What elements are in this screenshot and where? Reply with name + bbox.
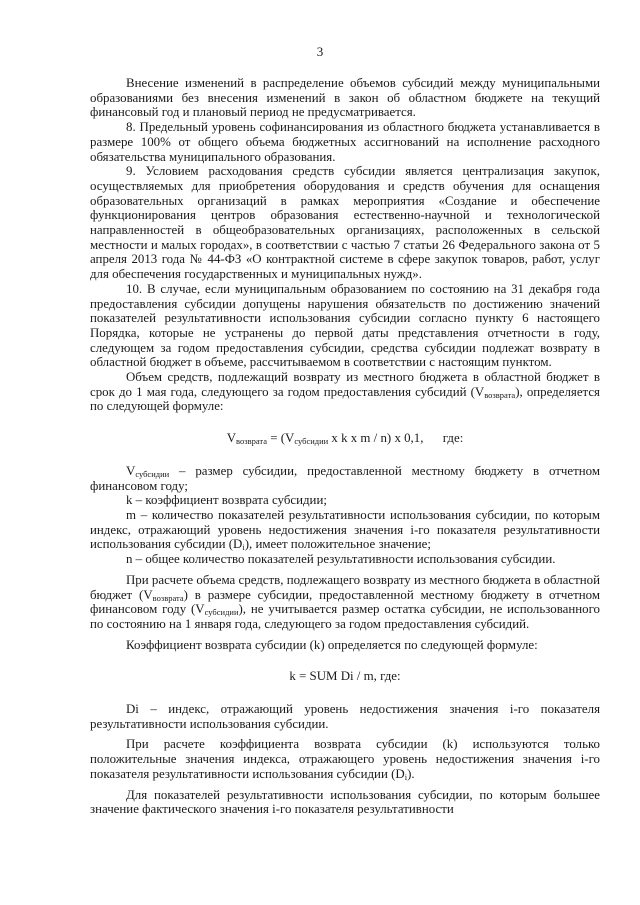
paragraph-return-volume: Объем средств, подлежащий возврату из местного бюджета в областной бюджет в срок до 1 мая года, следующего за годом предоставления субсидий $(V_{возврата})$, определяется по следующей формуле: (90, 370, 600, 414)
paragraph-9-procurement: 9. Условием расходования средств субсидии является централизация закупок, осуществляемых для приобретения оборудования и средств обучения для оснащения образовательных организаций в рамках мероприятия «Создание и обеспечение функционирования центров образования естественно-научной и технологической направленностей в общеобразовательных организациях, расположенных в сельской местности и малых городах», в соответствии с частью 7 статьи 26 Федерального закона от 5 апреля 2013 года № 44-ФЗ «О контрактной системе в сфере закупок товаров, работ, услуг для обеспечения государственных и муниципальных нужд». (90, 164, 600, 282)
paragraph-10-return: 10. В случае, если муниципальным образованием по состоянию на 31 декабря года предоставления субсидии допущены нарушения обязательств по достижению значений показателей результативности использования субсидии согласно пункту 6 настоящего Порядка, которые не устранены до первой даты представления отчетности в году, следующем за годом предоставления субсидии, средства субсидии подлежат возврату в областной бюджет в объеме, рассчитываемом в соответствии с настоящим пунктом. (90, 281, 600, 370)
definition-k: k – коэффициент возврата субсидии; (126, 493, 327, 508)
paragraph-indicators: Для показателей результативности использования субсидии, по которым большее значение фактического значения i-го показателя результативности (90, 787, 600, 817)
definition-di: Di – индекс, отражающий уровень недостижения значения i-го показателя результативности использования субсидии. (90, 702, 600, 731)
paragraph-distribution-changes: Внесение изменений в распределение объемов субсидий между муниципальными образованиями без внесения изменений в закон об областном бюджете на текущий финансовый год и плановый период не предусматривается. (90, 76, 600, 120)
paragraph-positive-values: При расчете коэффициента возврата субсидии (k) используются только положительные значения индекса, отражающего уровень недостижения значения i-го показателя результативности использования субсидии $(D_i)$. (90, 737, 600, 782)
paragraph-coefficient-intro: Коэффициент возврата субсидии (k) определяется по следующей формуле: (126, 637, 538, 652)
page-number: 3 (316, 44, 324, 59)
paragraph-8-cofinancing: 8. Предельный уровень софинансирования из областного бюджета устанавливается в размере 100% от общего объема бюджетных ассигнований на исполнение расходного обязательства муниципального образования. (90, 120, 600, 164)
document-body (90, 76, 600, 817)
definition-n: n – общее количество показателей результативности использования субсидии. (126, 552, 556, 567)
paragraph-remainder-note: При расчете объема средств, подлежащего возврату из местного бюджета в областной бюджет $(V_{возврата})$ в размере субсидии, предоставленной местному бюджету в отчетном финансовом году $(V_{субсидии})$, не учитывается размер остатка субсидии, не использованного по состоянию на 1 января года, следующего за годом предоставления субсидий. (90, 572, 600, 631)
formula-return-volume: $V_{возврата} = (V_{субсидии}$ x k x m / n) x 0,1, где: (226, 431, 464, 447)
definition-m: m – количество показателей результативности использования субсидии, по которым индекс, отражающий уровень недостижения значения i-го показателя результативности использования субсидии $(D_i)$, имеет положительное значение; (90, 507, 600, 553)
definition-v-subsidy: $V_{субсидии}$ – размер субсидии, предоставленной местному бюджету в отчетном финансовом году; (90, 463, 600, 493)
formula-coefficient: k = SUM Di / m, где: (289, 669, 401, 684)
